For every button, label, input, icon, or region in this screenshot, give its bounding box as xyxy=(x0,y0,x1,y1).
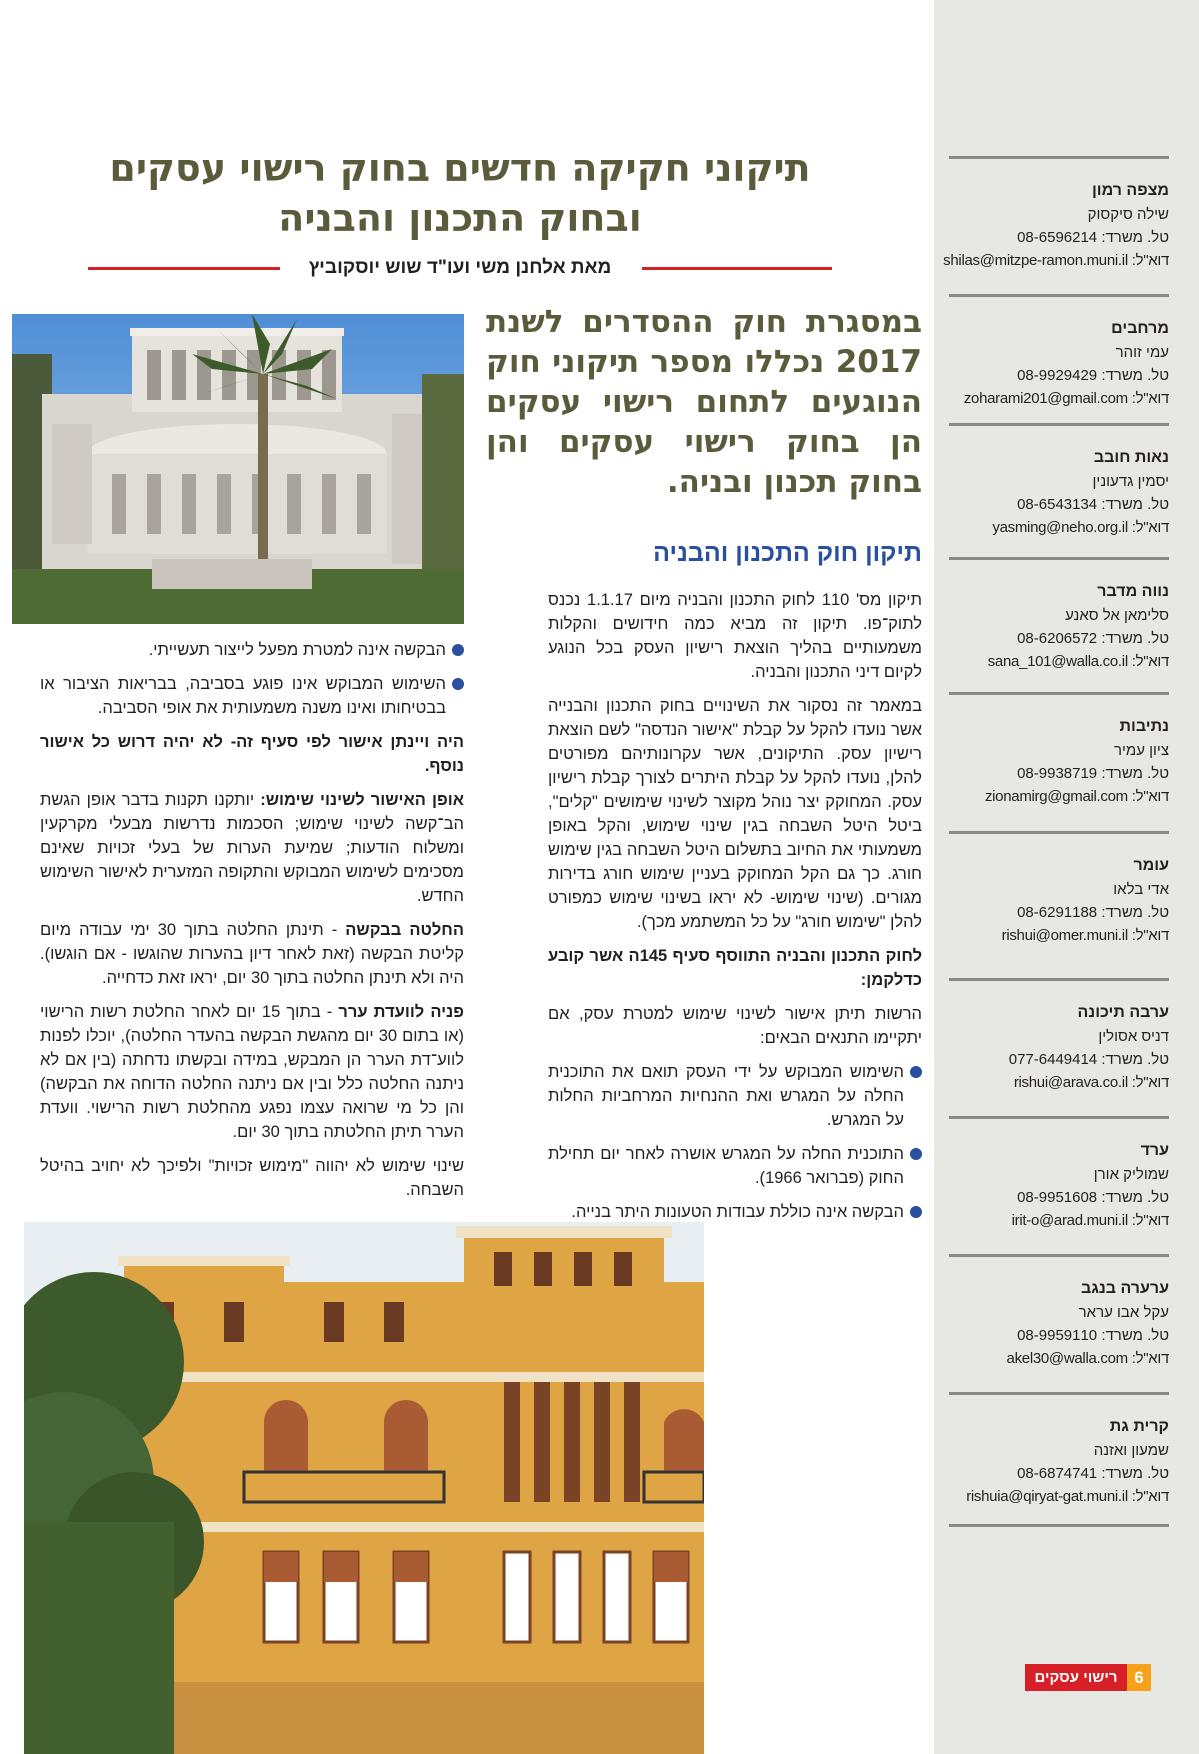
section-label: רישוי עסקים xyxy=(1025,1664,1127,1691)
page-number: 6 xyxy=(1127,1664,1151,1691)
divider xyxy=(949,692,1169,695)
contact-email[interactable]: דוא"ל: shilas@mitzpe-ramon.muni.il xyxy=(943,252,1169,269)
contact-city: ערד xyxy=(1140,1142,1169,1159)
contact-name: דניס אסולין xyxy=(1098,1028,1169,1045)
page-footer xyxy=(1025,1664,1151,1691)
divider xyxy=(949,294,1169,297)
contact-phone: טל. משרד: 08-6874741 xyxy=(1017,1465,1169,1482)
bullet-item: הבקשה אינה למטרת מפעל לייצור תעשייתי. xyxy=(40,638,464,662)
contact-card xyxy=(949,692,1169,808)
contact-phone: טל. משרד: 08-9938719 xyxy=(1017,765,1169,782)
contact-city: קרית גת xyxy=(1109,1418,1169,1435)
contact-city: מרחבים xyxy=(1111,320,1169,337)
contact-city: עומר xyxy=(1133,857,1169,874)
paragraph-lead-in: החלטה בבקשה xyxy=(345,921,464,939)
bullet-item: השימוש המבוקש אינו פוגע בסביבה, בבריאות הציבור או בבטיחותו ואינו משנה משמעותית את אופי הסביבה. xyxy=(40,672,464,720)
divider xyxy=(949,156,1169,159)
contact-card xyxy=(949,557,1169,673)
lead-paragraph: במסגרת חוק ההסדרים לשנת 2017 נכללו מספר תיקוני חוק הנוגעים לתחום רישוי עסקים הן בחוק רישוי עסקים והן בחוק תכנון ובניה. xyxy=(486,304,922,500)
contact-city: ערבה תיכונה xyxy=(1077,1004,1169,1021)
paragraph xyxy=(40,1000,464,1144)
bullet-item: השימוש המבוקש על ידי העסק תואם את התוכנית החלה על המגרש ואת ההנחיות המרחביות החלות על המגרש. xyxy=(548,1060,922,1132)
contact-card xyxy=(949,1254,1169,1370)
contact-phone: טל. משרד: 08-9929429 xyxy=(1017,367,1169,384)
divider xyxy=(949,1116,1169,1119)
contact-email[interactable]: דוא"ל: rishuia@qiryat-gat.muni.il xyxy=(966,1488,1169,1505)
divider xyxy=(949,557,1169,560)
contact-email[interactable]: דוא"ל: zoharami201@gmail.com xyxy=(963,390,1169,407)
paragraph-bold: היה ויינתן אישור לפי סעיף זה- לא יהיה דרוש כל אישור נוסף. xyxy=(40,733,464,775)
divider xyxy=(949,423,1169,426)
paragraph xyxy=(40,918,464,990)
paragraph-text: - בתוך 15 יום לאחר החלטת רשות הרישוי (או בתום 30 יום מהגשת הבקשה בהעדר החלטה), יוכלו לפנות לווע־דת הערר הן המבקש, במידה ובקשתו נדחתה (בין אם לא ניתנה החלטה כלל ובין אם ניתנה החלטה הדוחה את הבקשה) והן כל מי שרואה עצמו נפגע מהחלטת רשות הרישוי. וועדת הערר תיתן החלטתה בתוך 30 יום. xyxy=(40,1003,464,1141)
contact-city: נאות חובב xyxy=(1093,449,1169,466)
contact-email[interactable]: דוא"ל: yasming@neho.org.il xyxy=(992,519,1169,536)
contact-phone: טל. משרד: 08-9959110 xyxy=(1017,1327,1169,1344)
contact-email[interactable]: דוא"ל: rishui@omer.muni.il xyxy=(1001,927,1169,944)
contact-name: שילה סיקסוק xyxy=(1087,206,1169,223)
divider xyxy=(949,1524,1169,1527)
contact-phone: טל. משרד: 08-6543134 xyxy=(1017,496,1169,513)
paragraph: במאמר זה נסקור את השינויים בחוק התכנון והבנייה אשר נועדו להקל על קבלת "אישור הנדסה" לשם הוצאת רישיון עסק. התיקונים, אשר עקרונותיהם מפורטים להלן, נועדו להקל על קבלת היתרים לצורך קבלת רישיון עסק. המחוקק יצר נוהל מקוצר לשינוי שימושים "קלים", ביטל היטל השבחה בגין שינוי שימוש, והקל באופן משמעותי את החיוב בתשלום היטל השבחה בגין שימוש חורג. כך גם הקל המחוקק בעניין שימוש חורג בדירות מגורים. (שינוי שימוש- לא יראו בשינוי שימוש כמפורט להלן "שימוש חורג" על כל המשתמע מכך). xyxy=(548,697,922,931)
contact-name: שמעון ואזנה xyxy=(1093,1442,1169,1459)
contact-email[interactable]: דוא"ל: zionamirg@gmail.com xyxy=(984,788,1169,805)
contact-email[interactable]: דוא"ל: irit-o@arad.muni.il xyxy=(1011,1212,1169,1229)
text-column-left xyxy=(40,638,464,1212)
contact-card xyxy=(949,294,1169,410)
contact-name: סלימאן אל סאנע xyxy=(1065,607,1169,624)
paragraph-lead-in: פניה לוועדת ערר xyxy=(338,1003,464,1021)
paragraph: שינוי שימוש לא יהווה "מימוש זכויות" ולפיכך לא יחויב בהיטל השבחה. xyxy=(40,1157,464,1199)
section-heading: תיקון חוק התכנון והבניה xyxy=(653,539,922,567)
paragraph xyxy=(40,788,464,908)
contact-name: יסמין גדעונין xyxy=(1092,473,1169,490)
contact-city: נתיבות xyxy=(1119,718,1169,735)
divider xyxy=(949,1392,1169,1395)
byline-row xyxy=(88,255,832,285)
contact-card xyxy=(949,831,1169,947)
contact-name: עקל אבו עראר xyxy=(1078,1304,1169,1321)
paragraph-text: - תינתן החלטה בתוך 30 ימי עבודה מיום קליטת הבקשה (זאת לאחר דיון בהערות שהוגשו - אם הוגשו). היה ולא תינתן החלטה בתוך 30 יום, יראו זאת כדחייה. xyxy=(40,921,464,987)
contact-phone: טל. משרד: 08-6596214 xyxy=(1017,229,1169,246)
paragraph-lead-in: אופן האישור לשינוי שימוש: xyxy=(260,791,464,809)
paragraph-text: יותקנו תקנות בדבר אופן הגשת הב־קשה לשינוי שימוש; הסכמות נדרשות מבעלי מקרקעין ומשלוח הודעות; שמיעת הערות של בעלי זכויות שאינם מסכימים לשימוש המבוקש והתקופה המזערית לאישור השימוש החדש. xyxy=(40,791,464,905)
contact-email[interactable]: דוא"ל: akel30@walla.com xyxy=(1006,1350,1169,1367)
contact-card xyxy=(949,978,1169,1094)
contact-city: ערערה בנגב xyxy=(1080,1280,1169,1297)
contact-city: נווה מדבר xyxy=(1097,583,1169,600)
headline-line: ובחוק התכנון והבניה xyxy=(278,196,642,240)
bullet-item: התוכנית החלה על המגרש אושרה לאחר יום תחילת החוק (פברואר 1966). xyxy=(548,1142,922,1190)
paragraph: הרשות תיתן אישור לשינוי שימוש למטרת עסק, אם יתקיימו התנאים הבאים: xyxy=(548,1005,922,1047)
divider xyxy=(949,978,1169,981)
article-headline xyxy=(60,143,860,243)
contact-phone: טל. משרד: 08-9951608 xyxy=(1017,1189,1169,1206)
contact-email[interactable]: דוא"ל: rishui@arava.co.il xyxy=(1013,1074,1169,1091)
paragraph: תיקון מס' 110 לחוק התכנון והבניה מיום 1.1.17 נכנס לתוק־פו. תיקון זה מביא כמה חידושים והקלות משמעותיים בהליך הוצאת רישיון העסק בכל הנוגע לקיום דיני התכנון והבניה. xyxy=(548,591,922,681)
contact-email[interactable]: דוא"ל: sana_101@walla.co.il xyxy=(987,653,1169,670)
contact-phone: טל. משרד: 08-6291188 xyxy=(1017,904,1169,921)
contact-card xyxy=(949,1392,1169,1508)
contact-card xyxy=(949,423,1169,539)
divider xyxy=(949,1254,1169,1257)
byline: מאת אלחנן משי ועו"ד שוש יוסקוביץ xyxy=(308,257,612,278)
text-column-right xyxy=(548,588,922,1234)
paragraph-bold: לחוק התכנון והבניה התווסף סעיף 145ה אשר קובע כדלקמן: xyxy=(548,947,922,989)
building-photo-white xyxy=(12,314,464,624)
contact-name: אדי בלאו xyxy=(1113,881,1169,898)
contact-name: ציון עמיר xyxy=(1114,742,1169,759)
headline-line: תיקוני חקיקה חדשים בחוק רישוי עסקים xyxy=(109,146,811,190)
contact-phone: טל. משרד: 08-6206572 xyxy=(1017,630,1169,647)
contact-phone: טל. משרד: 077-6449414 xyxy=(1008,1051,1169,1068)
building-photo-yellow xyxy=(24,1222,704,1754)
divider xyxy=(949,831,1169,834)
contact-name: שמוליק אורן xyxy=(1093,1166,1169,1183)
contact-city: מצפה רמון xyxy=(1091,182,1169,199)
contact-card xyxy=(943,156,1169,272)
contact-name: עמי זוהר xyxy=(1115,344,1169,361)
bullet-item: הבקשה אינה כוללת עבודות הטעונות היתר בנייה. xyxy=(548,1200,922,1224)
contact-card xyxy=(949,1116,1169,1232)
